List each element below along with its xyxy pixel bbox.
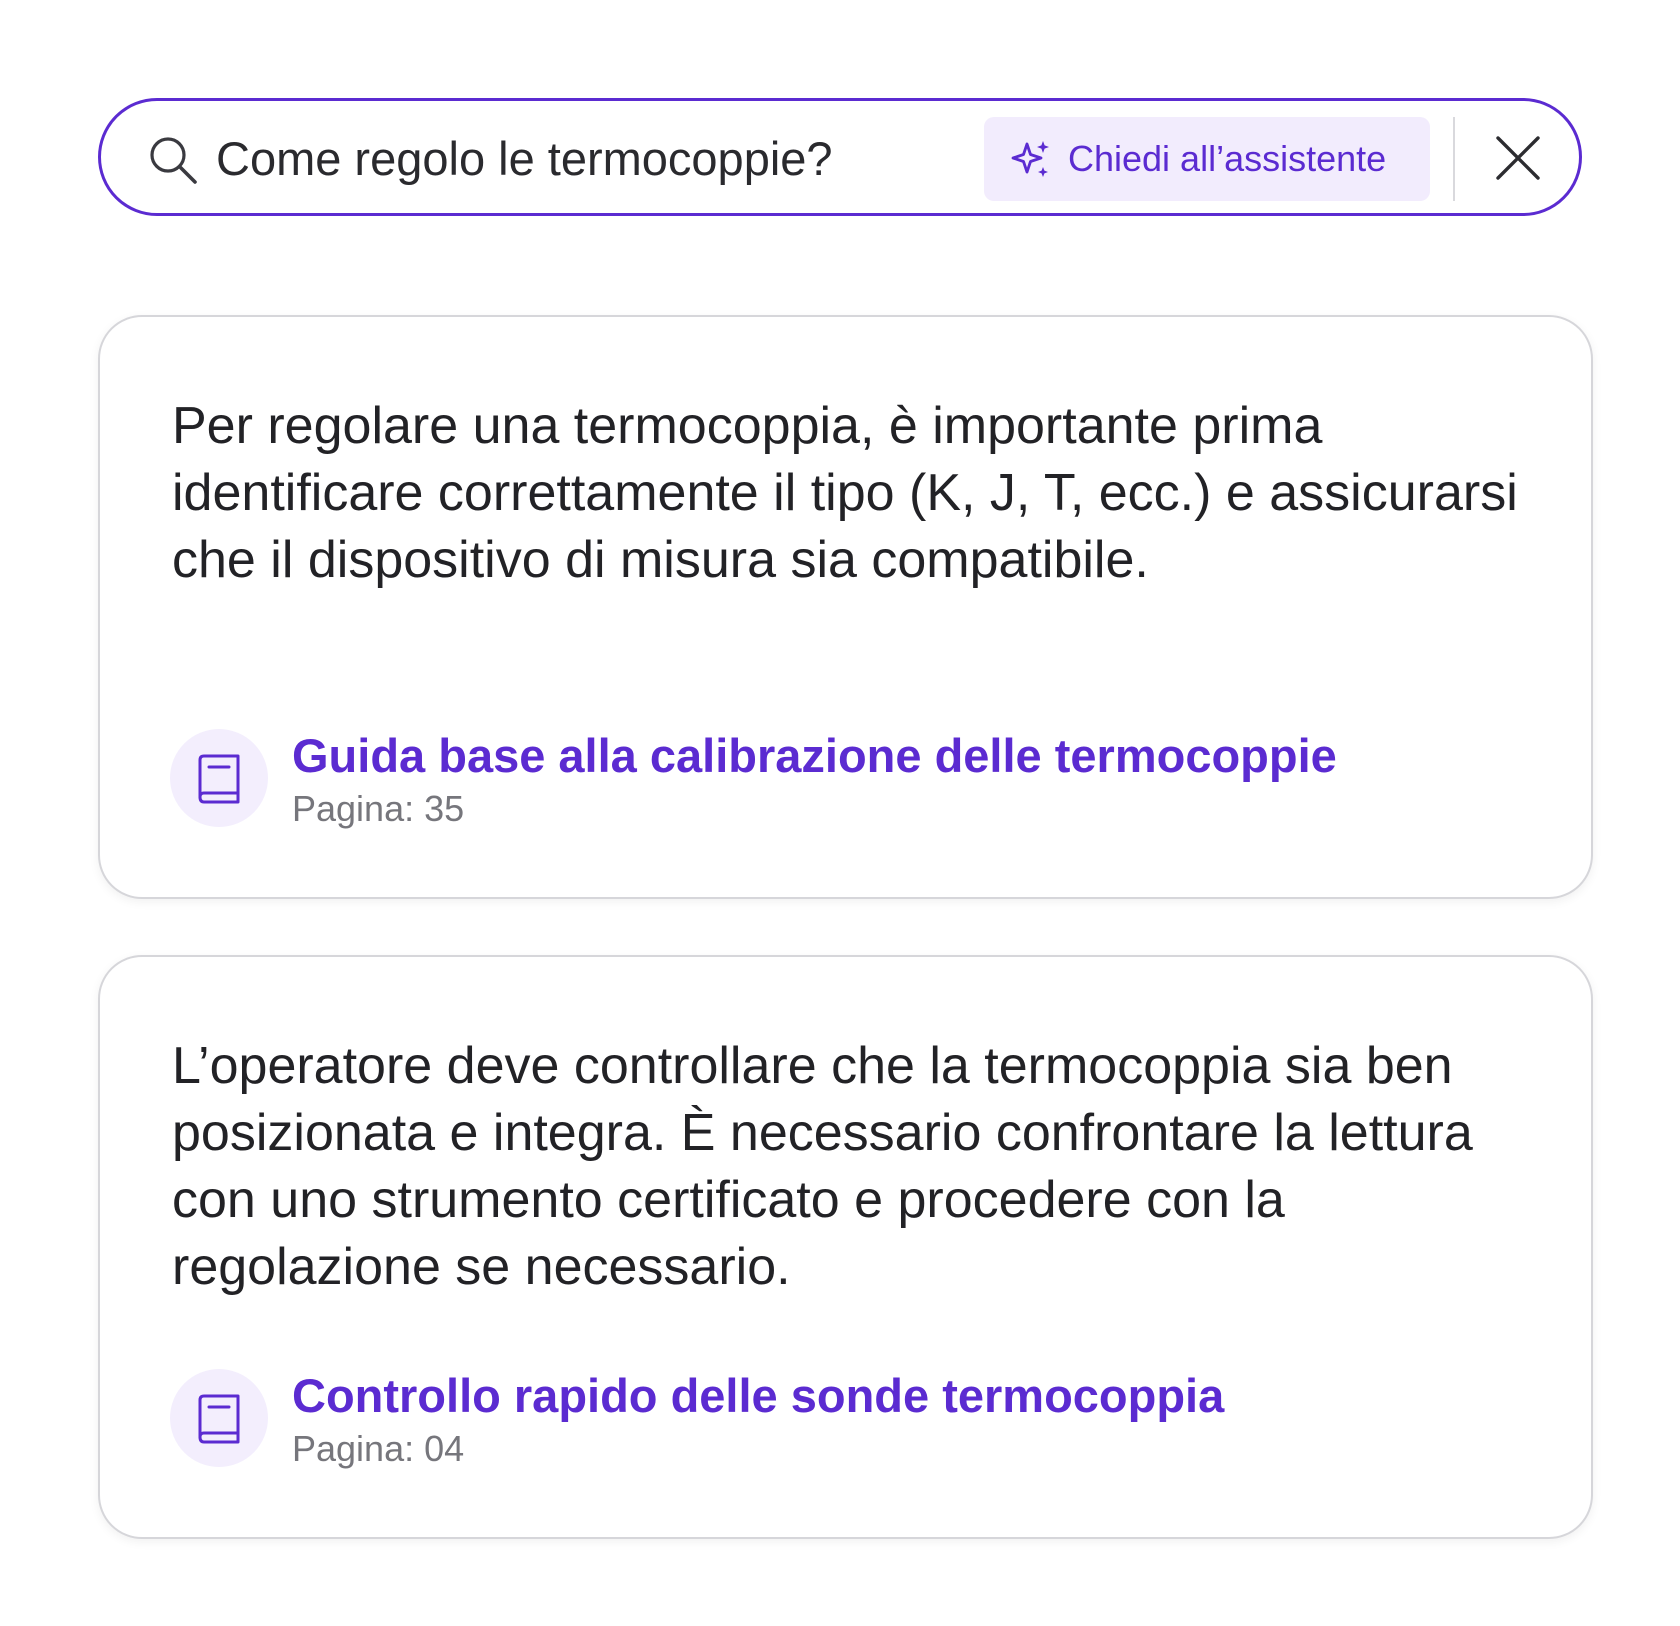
source-page: Pagina: 04 — [292, 1428, 465, 1469]
close-icon — [1494, 134, 1542, 182]
answer-text: Per regolare una termocoppia, è importante prima identificare correttamente il tipo (K, J, T, ecc.) e assicurarsi che il dispositivo di misura sia compatibile. — [172, 397, 1518, 589]
search-bar-divider — [1453, 117, 1455, 201]
search-bar — [98, 98, 1582, 216]
book-icon — [170, 729, 268, 827]
book-icon — [170, 1369, 268, 1467]
source-link[interactable] — [170, 1369, 1550, 1469]
sparkle-icon — [1010, 139, 1052, 181]
search-input[interactable] — [216, 123, 956, 193]
search-icon — [147, 134, 199, 186]
source-title: Guida base alla calibrazione delle termocoppie — [292, 729, 1337, 782]
source-link[interactable] — [170, 729, 1550, 829]
source-page: Pagina: 35 — [292, 788, 465, 829]
result-card — [98, 315, 1593, 899]
ask-assistant-button[interactable] — [984, 117, 1430, 201]
close-button[interactable] — [1483, 123, 1553, 193]
source-title: Controllo rapido delle sonde termocoppia — [292, 1369, 1225, 1422]
answer-text: L’operatore deve controllare che la termocoppia sia ben posizionata e integra. È necessario confrontare la lettura con uno strumento certificato e procedere con la regolazione se necessario. — [172, 1037, 1473, 1296]
ask-assistant-label: Chiedi all’assistente — [1068, 138, 1387, 179]
result-card — [98, 955, 1593, 1539]
